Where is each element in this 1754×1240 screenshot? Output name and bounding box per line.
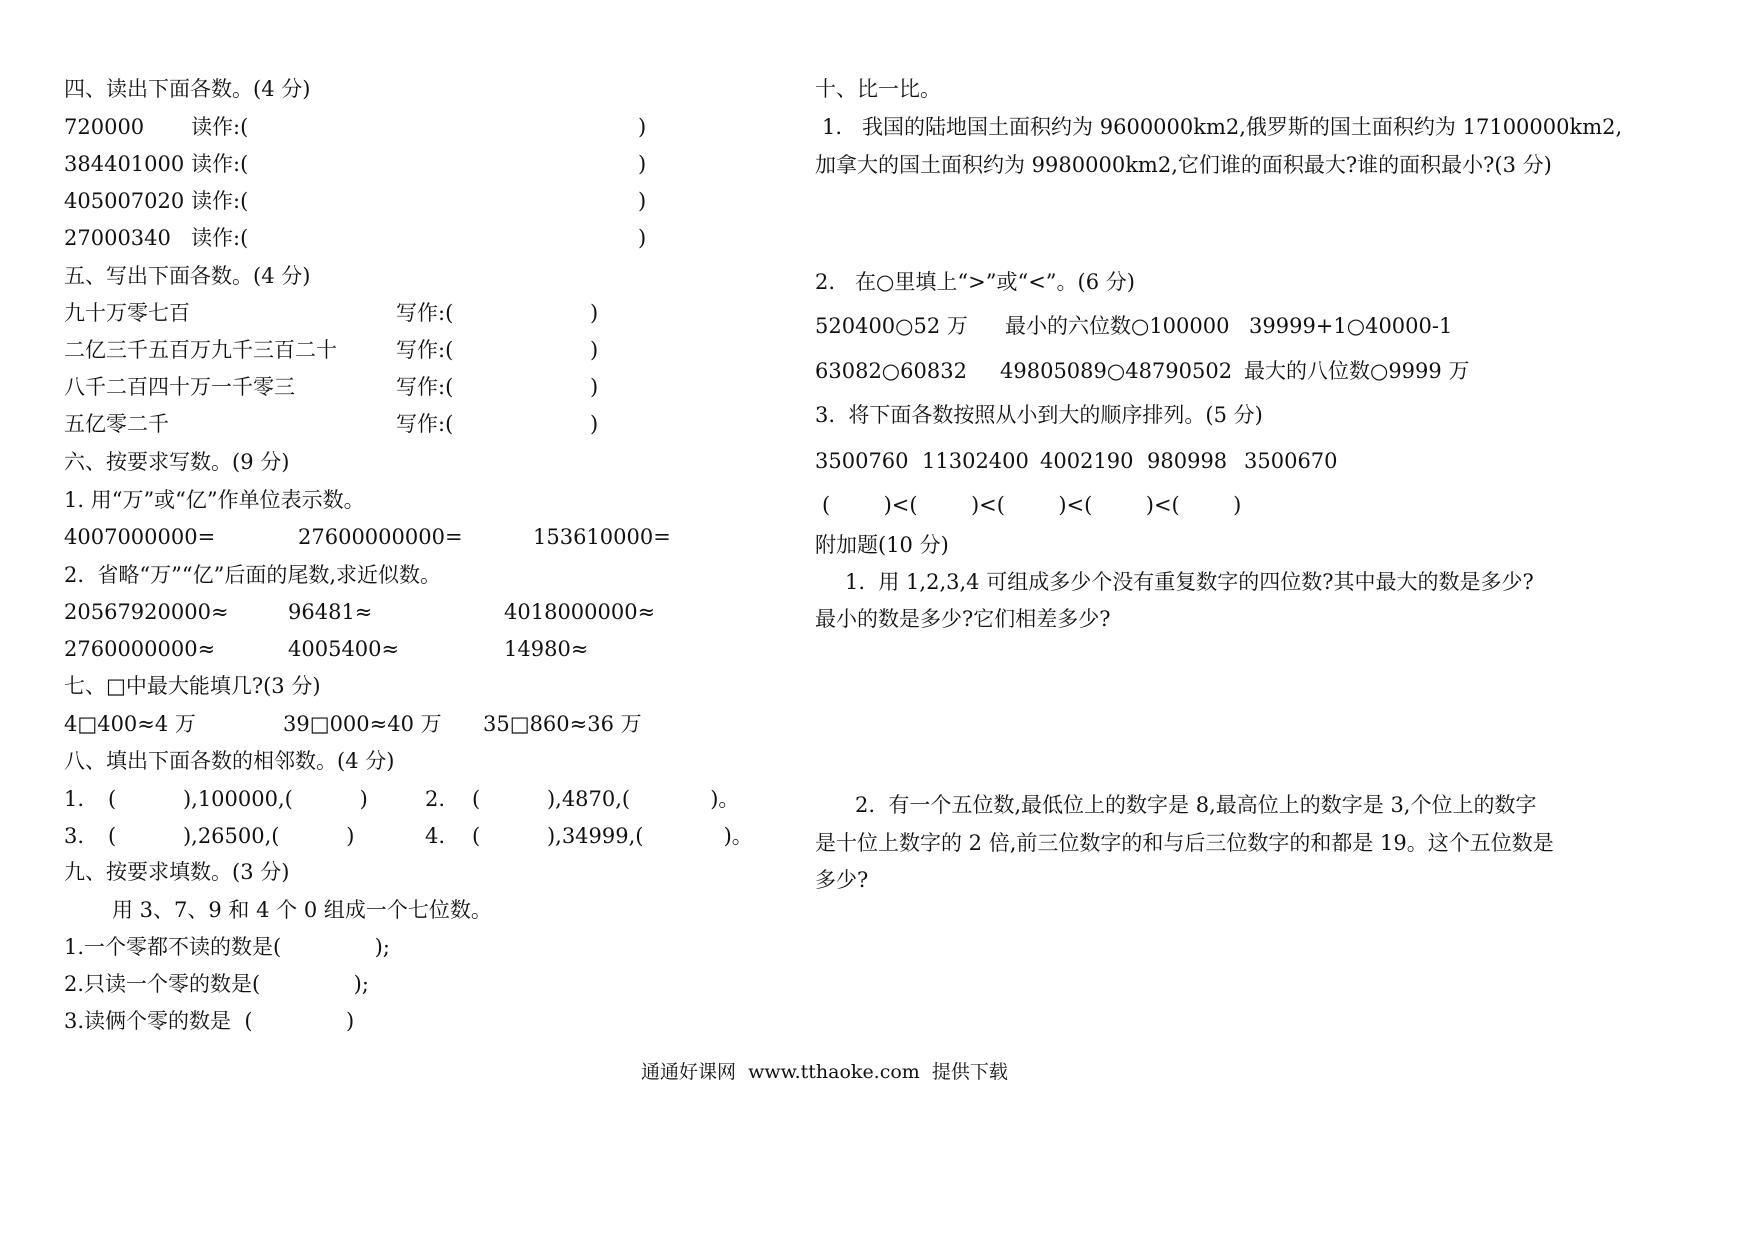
read-label-3: 读作:( — [191, 189, 249, 213]
sort-number-2: 11302400 — [922, 449, 1029, 473]
neighbor-row-2: ( ),4870,( )。 — [472, 787, 740, 811]
write-words-3: 八千二百四十万一千零三 — [64, 375, 295, 399]
unit-item-1: 4007000000= — [64, 525, 216, 549]
compare-item-1: 520400○52 万 — [815, 314, 968, 338]
sort-answer-blanks: ( )<( )<( )<( )<( ) — [822, 493, 1242, 517]
write-close-2: ) — [590, 338, 599, 362]
neighbor-num-4: 4. — [425, 824, 446, 848]
section-6-q1: 1. 用“万”或“亿”作单位表示数。 — [64, 488, 365, 512]
neighbor-row-4: ( ),34999,( )。 — [472, 824, 753, 848]
bonus-q1-line2: 最小的数是多少?它们相差多少? — [815, 607, 1111, 631]
read-label-1: 读作:( — [191, 115, 249, 139]
unit-item-2: 27600000000= — [298, 525, 463, 549]
write-close-4: ) — [590, 412, 599, 436]
approx-item-3: 4018000000≈ — [504, 600, 656, 624]
section-4-title: 四、读出下面各数。(4 分) — [64, 77, 311, 101]
write-label-2: 写作:( — [396, 338, 454, 362]
unit-item-3: 153610000= — [533, 525, 671, 549]
approx-item-4: 2760000000≈ — [64, 637, 216, 661]
neighbor-row-3: ( ),26500,( ) — [108, 824, 355, 848]
compare-item-5: 49805089○48790502 — [1000, 359, 1233, 383]
section-9-intro: 用 3、7、9 和 4 个 0 组成一个七位数。 — [112, 898, 492, 922]
write-words-4: 五亿零二千 — [64, 412, 169, 436]
max-digit-item-2: 39□000≈40 万 — [283, 712, 442, 736]
max-digit-item-1: 4□400≈4 万 — [64, 712, 196, 736]
neighbor-num-3: 3. — [64, 824, 85, 848]
read-label-4: 读作:( — [191, 226, 249, 250]
read-number-2: 384401000 — [64, 152, 185, 176]
write-label-3: 写作:( — [396, 375, 454, 399]
max-digit-item-3: 35□860≈36 万 — [483, 712, 642, 736]
sort-number-3: 4002190 — [1040, 449, 1134, 473]
bonus-q2-line2: 是十位上数字的 2 倍,前三位数字的和与后三位数字的和都是 19。这个五位数是 — [815, 831, 1554, 855]
bonus-q1-line1: 1. 用 1,2,3,4 可组成多少个没有重复数字的四位数?其中最大的数是多少? — [845, 570, 1534, 594]
section-9-q1: 1.一个零都不读的数是( ); — [64, 935, 390, 959]
section-8-title: 八、填出下面各数的相邻数。(4 分) — [64, 749, 395, 773]
approx-item-2: 96481≈ — [288, 600, 373, 624]
section-10-title: 十、比一比。 — [815, 77, 941, 101]
compare-item-6: 最大的八位数○9999 万 — [1244, 359, 1470, 383]
read-close-4: ) — [638, 226, 647, 250]
footer-credit: 通通好课网 www.tthaoke.com 提供下载 — [641, 1061, 1008, 1083]
read-close-3: ) — [638, 189, 647, 213]
section-9-q3: 3.读俩个零的数是 ( ) — [64, 1009, 355, 1033]
neighbor-row-1: ( ),100000,( ) — [108, 787, 368, 811]
section-9-title: 九、按要求填数。(3 分) — [64, 860, 290, 884]
bonus-q2-line3: 多少? — [815, 868, 869, 892]
approx-item-6: 14980≈ — [504, 637, 589, 661]
approx-item-5: 4005400≈ — [288, 637, 400, 661]
neighbor-num-1: 1. — [64, 787, 85, 811]
section-7-title: 七、□中最大能填几?(3 分) — [64, 674, 321, 698]
compare-item-2: 最小的六位数○100000 — [1005, 314, 1230, 338]
write-close-1: ) — [590, 301, 599, 325]
section-6-title: 六、按要求写数。(9 分) — [64, 450, 290, 474]
read-close-1: ) — [638, 115, 647, 139]
compare-item-4: 63082○60832 — [815, 359, 967, 383]
read-close-2: ) — [638, 152, 647, 176]
section-9-q2: 2.只读一个零的数是( ); — [64, 972, 369, 996]
approx-item-1: 20567920000≈ — [64, 600, 229, 624]
sort-number-4: 980998 — [1147, 449, 1228, 473]
compare-item-3: 39999+1○40000-1 — [1249, 314, 1453, 338]
bonus-q2-line1: 2. 有一个五位数,最低位上的数字是 8,最高位上的数字是 3,个位上的数字 — [855, 793, 1537, 817]
read-number-3: 405007020 — [64, 189, 185, 213]
write-label-1: 写作:( — [396, 301, 454, 325]
section-5-title: 五、写出下面各数。(4 分) — [64, 264, 311, 288]
sort-number-1: 3500760 — [815, 449, 909, 473]
write-close-3: ) — [590, 375, 599, 399]
write-words-2: 二亿三千五百万九千三百二十 — [64, 338, 337, 362]
read-number-4: 27000340 — [64, 226, 171, 250]
bonus-title: 附加题(10 分) — [815, 533, 949, 557]
section-10-q3-title: 3. 将下面各数按照从小到大的顺序排列。(5 分) — [815, 403, 1263, 427]
section-10-q2-title: 2. 在○里填上“>”或“<”。(6 分) — [815, 270, 1135, 294]
write-label-4: 写作:( — [396, 412, 454, 436]
section-10-q1-line1: 1. 我国的陆地国土面积约为 9600000km2,俄罗斯的国土面积约为 17100000km2, — [822, 115, 1623, 139]
neighbor-num-2: 2. — [425, 787, 446, 811]
read-label-2: 读作:( — [191, 152, 249, 176]
section-10-q1-line2: 加拿大的国土面积约为 9980000km2,它们谁的面积最大?谁的面积最小?(3 分) — [815, 153, 1552, 177]
sort-number-5: 3500670 — [1244, 449, 1338, 473]
read-number-1: 720000 — [64, 115, 145, 139]
section-6-q2: 2. 省略“万”“亿”后面的尾数,求近似数。 — [64, 563, 442, 587]
write-words-1: 九十万零七百 — [64, 301, 190, 325]
